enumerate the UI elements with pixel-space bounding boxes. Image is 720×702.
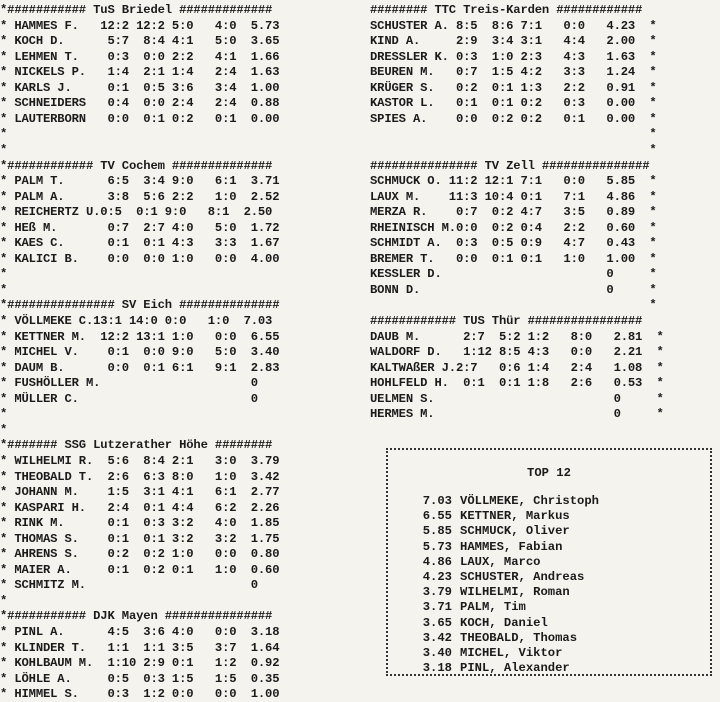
top12-points: 3.40	[422, 646, 452, 660]
stats-line: *	[0, 142, 8, 157]
stats-line: *	[0, 267, 8, 282]
stats-line: SCHMUCK O. 11:2 12:1 7:1 0:0 5.85 *	[370, 174, 657, 189]
stats-line: SCHMIDT A. 0:3 0:5 0:9 4:7 0.43 *	[370, 236, 657, 251]
stats-line: * JOHANN M. 1:5 3:1 4:1 6:1 2.77	[0, 485, 280, 500]
stats-line: *	[370, 127, 657, 142]
stats-line: * KALICI B. 0:0 0:0 1:0 0:0 4.00	[0, 251, 280, 266]
stats-line: *	[0, 282, 8, 297]
stats-line: * THEOBALD T. 2:6 6:3 8:0 1:0 3.42	[0, 469, 280, 484]
top12-player-name: HAMMES, Fabian	[460, 539, 563, 554]
stats-line: *	[370, 142, 657, 157]
stats-line: *	[0, 593, 8, 608]
top12-points: 5.73	[422, 539, 452, 554]
stats-line: ######## TTC Treis-Karden ############	[370, 3, 643, 17]
stats-line: * THOMAS S. 0:1 0:1 3:2 3:2 1.75	[0, 531, 280, 546]
stats-line: * KASPARI H. 2:4 0:1 4:4 6:2 2.26	[0, 500, 280, 515]
top12-player-name: VÖLLMEKE, Christoph	[460, 494, 599, 508]
stats-line: KALTWAßER J.2:7 0:6 1:4 2:4 1.08 *	[370, 360, 664, 375]
stats-line: KRÜGER S. 0:2 0:1 1:3 2:2 0.91 *	[370, 80, 657, 95]
top12-points: 3.79	[422, 585, 452, 600]
top12-row	[404, 646, 562, 661]
top12-player-name: PINL, Alexander	[460, 661, 570, 676]
top12-player-name: PALM, Tim	[460, 600, 526, 615]
top12-points: 6.55	[422, 509, 452, 524]
stats-line: WALDORF D. 1:12 8:5 4:3 0:0 2.21 *	[370, 345, 664, 360]
stats-line: * VÖLLMEKE C.13:1 14:0 0:0 1:0 7.03	[0, 314, 273, 328]
top12-title: TOP 12	[527, 466, 571, 480]
stats-line: * LÖHLE A. 0:5 0:3 1:5 1:5 0.35	[0, 671, 280, 686]
stats-line: * RINK M. 0:1 0:3 3:2 4:0 1.85	[0, 516, 280, 531]
stats-line: * HIMMEL S. 0:3 1:2 0:0 0:0 1.00	[0, 687, 280, 702]
top12-player-name: MICHEL, Viktor	[460, 646, 563, 660]
top12-points: 3.42	[422, 630, 452, 645]
top12-player-name: WILHELMI, Roman	[460, 585, 570, 600]
stats-line: * KARLS J. 0:1 0:5 3:6 3:4 1.00	[0, 80, 280, 95]
top12-row	[404, 570, 584, 585]
top12-row	[404, 585, 570, 600]
stats-line: * LAUTERBORN 0:0 0:1 0:2 0:1 0.00	[0, 111, 280, 126]
stats-line: DRESSLER K. 0:3 1:0 2:3 4:3 1.63 *	[370, 49, 657, 64]
top12-points: 4.23	[422, 570, 452, 584]
stats-line: * SCHNEIDERS 0:4 0:0 2:4 2:4 0.88	[0, 96, 280, 111]
stats-line: *########### TuS Briedel #############	[0, 3, 273, 17]
stats-line: KASTOR L. 0:1 0:1 0:2 0:3 0.00 *	[370, 96, 657, 111]
stats-line: * KAES C. 0:1 0:1 4:3 3:3 1.67	[0, 236, 280, 251]
stats-line: LAUX M. 11:3 10:4 0:1 7:1 4.86 *	[370, 189, 657, 204]
top12-player-name: KOCH, Daniel	[460, 615, 548, 630]
stats-line: * KOCH D. 5:7 8:4 4:1 5:0 3.65	[0, 34, 280, 49]
top12-row	[404, 600, 526, 615]
stats-line: DAUB M. 2:7 5:2 1:2 8:0 2.81 *	[370, 329, 664, 344]
stats-line: * WILHELMI R. 5:6 8:4 2:1 3:0 3.79	[0, 453, 280, 468]
stats-line: *	[0, 127, 8, 142]
top12-row	[404, 524, 570, 539]
stats-line: * REICHERTZ U.0:5 0:1 9:0 8:1 2.50	[0, 205, 273, 220]
stats-line: KIND A. 2:9 3:4 3:1 4:4 2.00 *	[370, 34, 657, 49]
top12-points: 3.18	[422, 661, 452, 676]
stats-line: HERMES M. 0 *	[370, 407, 664, 422]
stats-line: * SCHMITZ M. 0	[0, 578, 258, 593]
stats-line: * KOHLBAUM M. 1:10 2:9 0:1 1:2 0.92	[0, 656, 280, 671]
stats-line: * DAUM B. 0:0 0:1 6:1 9:1 2.83	[0, 360, 280, 375]
stats-line: *	[0, 407, 8, 422]
stats-line: UELMEN S. 0 *	[370, 391, 664, 406]
stats-line: *########### DJK Mayen ###############	[0, 609, 273, 624]
stats-line: *############ TV Cochem ##############	[0, 158, 273, 173]
stats-line: *####### SSG Lutzerather Höhe ########	[0, 438, 273, 453]
stats-line: * FUSHÖLLER M. 0	[0, 376, 258, 391]
stats-line: * PALM T. 6:5 3:4 9:0 6:1 3.71	[0, 174, 280, 189]
stats-line: * MÜLLER C. 0	[0, 391, 258, 406]
stats-line: *############### SV Eich ##############	[0, 298, 280, 313]
stats-line: HOHLFELD H. 0:1 0:1 1:8 2:6 0.53 *	[370, 376, 664, 391]
top12-player-name: SCHMUCK, Oliver	[460, 524, 570, 539]
stats-line: * LEHMEN T. 0:3 0:0 2:2 4:1 1.66	[0, 49, 280, 64]
stats-line: * KLINDER T. 1:1 1:1 3:5 3:7 1.64	[0, 640, 280, 655]
stats-line: ############ TUS Thür ################	[370, 314, 643, 328]
stats-line: SCHUSTER A. 8:5 8:6 7:1 0:0 4.23 *	[370, 18, 657, 33]
stats-line: BEUREN M. 0:7 1:5 4:2 3:3 1.24 *	[370, 65, 657, 80]
stats-line: ############### TV Zell ###############	[370, 158, 650, 173]
stats-line: MERZA R. 0:7 0:2 4:7 3:5 0.89 *	[370, 205, 657, 220]
top12-row	[404, 631, 577, 646]
stats-line: * PALM A. 3:8 5:6 2:2 1:0 2.52	[0, 189, 280, 204]
stats-line: * KETTNER M. 12:2 13:1 1:0 0:0 6.55	[0, 329, 280, 344]
top12-points: 3.65	[422, 615, 452, 630]
top12-points: 3.71	[422, 600, 452, 615]
top12-player-name: KETTNER, Markus	[460, 509, 570, 524]
top12-row	[404, 616, 548, 631]
stats-line: SPIES A. 0:0 0:2 0:2 0:1 0.00 *	[370, 111, 657, 126]
stats-line: *	[0, 422, 8, 437]
top12-player-name: LAUX, Marco	[460, 554, 541, 569]
stats-line: * MAIER A. 0:1 0:2 0:1 1:0 0.60	[0, 562, 280, 577]
top12-player-name: THEOBALD, Thomas	[460, 630, 578, 645]
stats-line: RHEINISCH M.0:0 0:2 0:4 2:2 0.60 *	[370, 220, 657, 235]
top12-row	[404, 540, 562, 555]
top12-player-name: SCHUSTER, Andreas	[460, 570, 585, 584]
top12-row	[404, 555, 540, 570]
top12-points: 7.03	[422, 494, 452, 508]
stats-line: * NICKELS P. 1:4 2:1 1:4 2:4 1.63	[0, 65, 280, 80]
top12-row	[404, 509, 570, 524]
stats-line: * MICHEL V. 0:1 0:0 9:0 5:0 3.40	[0, 345, 280, 360]
stats-line: KESSLER D. 0 *	[370, 267, 657, 282]
top12-row	[404, 494, 599, 509]
stats-line: *	[370, 298, 657, 313]
top12-points: 4.86	[422, 554, 452, 569]
stats-line: BONN D. 0 *	[370, 282, 657, 297]
stats-line: * HAMMES F. 12:2 12:2 5:0 4:0 5.73	[0, 18, 280, 33]
stats-line: * HEß M. 0:7 2:7 4:0 5:0 1.72	[0, 220, 280, 235]
stats-line: * PINL A. 4:5 3:6 4:0 0:0 3.18	[0, 625, 280, 639]
top12-row	[404, 661, 570, 676]
stats-line: * AHRENS S. 0:2 0:2 1:0 0:0 0.80	[0, 547, 280, 562]
top12-box	[386, 448, 712, 676]
top12-points: 5.85	[422, 524, 452, 539]
stats-line: BREMER T. 0:0 0:1 0:1 1:0 1.00 *	[370, 251, 657, 266]
